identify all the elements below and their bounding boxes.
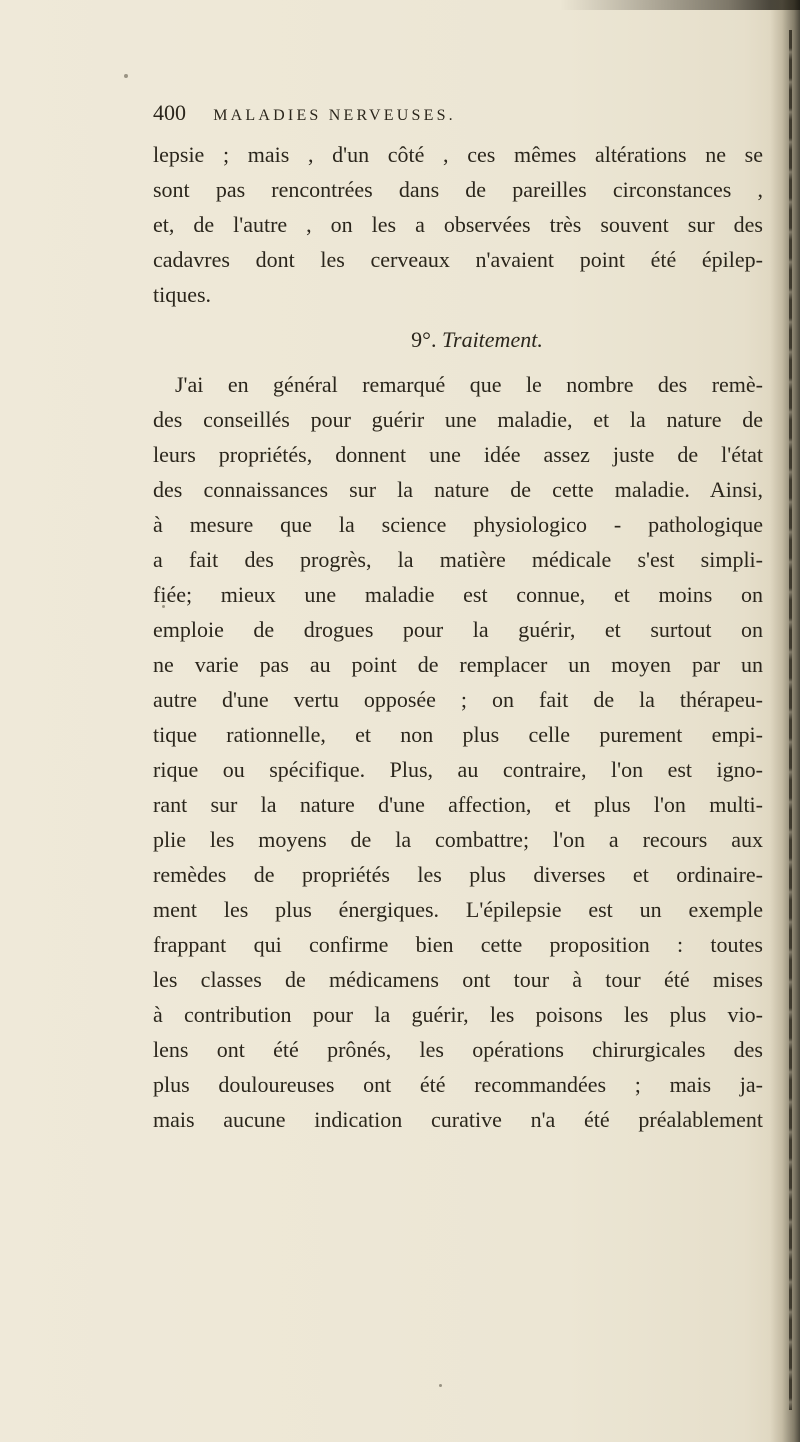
section-heading xyxy=(153,312,763,367)
text-line: tique rationnelle, et non plus celle purement empi- xyxy=(153,722,763,747)
text-line: tiques. xyxy=(153,282,212,307)
text-line: mais aucune indication curative n'a été préalablement xyxy=(153,1107,763,1132)
text-line: sont pas rencontrées dans de pareilles circonstances , xyxy=(153,177,763,202)
text-line: frappant qui confirme bien cette proposition : toutes xyxy=(153,932,763,957)
text-line: a fait des progrès, la matière médicale s'est simpli- xyxy=(153,547,763,572)
text-line: plie les moyens de la combattre; l'on a recours aux xyxy=(153,827,763,852)
section-title: Traitement. xyxy=(441,327,543,352)
running-head-title: MALADIES NERVEUSES. xyxy=(213,107,456,124)
paragraph-treatment xyxy=(153,367,763,1137)
text-line: fiée; mieux une maladie est connue, et moins on xyxy=(153,582,763,607)
text-line: leurs propriétés, donnent une idée assez juste de l'état xyxy=(153,442,763,467)
text-line: à contribution pour la guérir, les poisons les plus vio- xyxy=(153,1002,763,1027)
page-right-edge xyxy=(770,0,800,1442)
paper-speck xyxy=(124,74,128,78)
text-line: lens ont été prônés, les opérations chirurgicales des xyxy=(153,1037,763,1062)
page-top-shadow xyxy=(560,0,800,10)
binding-edge-line xyxy=(789,30,792,1410)
text-line: des connaissances sur la nature de cette maladie. Ainsi, xyxy=(153,477,763,502)
text-line: J'ai en général remarqué que le nombre des remè- xyxy=(175,372,763,397)
text-line: ment les plus énergiques. L'épilepsie est un exemple xyxy=(153,897,763,922)
section-number: 9°. xyxy=(411,327,437,352)
paper-speck xyxy=(439,1384,442,1387)
text-line: lepsie ; mais , d'un côté , ces mêmes altérations ne se xyxy=(153,142,763,167)
body-text xyxy=(153,137,763,1137)
text-line: remèdes de propriétés les plus diverses et ordinaire- xyxy=(153,862,763,887)
text-line: rique ou spécifique. Plus, au contraire, l'on est igno- xyxy=(153,757,763,782)
text-line: à mesure que la science physiologico - pathologique xyxy=(153,512,763,537)
text-line: et, de l'autre , on les a observées très souvent sur des xyxy=(153,212,763,237)
text-line: ne varie pas au point de remplacer un moyen par un xyxy=(153,652,763,677)
page-number: 400 xyxy=(153,100,186,125)
text-line: plus douloureuses ont été recommandées ; mais ja- xyxy=(153,1072,763,1097)
text-line: emploie de drogues pour la guérir, et surtout on xyxy=(153,617,763,642)
text-line: les classes de médicamens ont tour à tour été mises xyxy=(153,967,763,992)
text-line: rant sur la nature d'une affection, et plus l'on multi- xyxy=(153,792,763,817)
text-line: autre d'une vertu opposée ; on fait de la thérapeu- xyxy=(153,687,763,712)
paragraph-continued xyxy=(153,137,763,312)
text-line: cadavres dont les cerveaux n'avaient point été épilep- xyxy=(153,247,763,272)
running-head xyxy=(153,98,493,128)
paper-speck xyxy=(162,605,165,608)
text-line: des conseillés pour guérir une maladie, et la nature de xyxy=(153,407,763,432)
